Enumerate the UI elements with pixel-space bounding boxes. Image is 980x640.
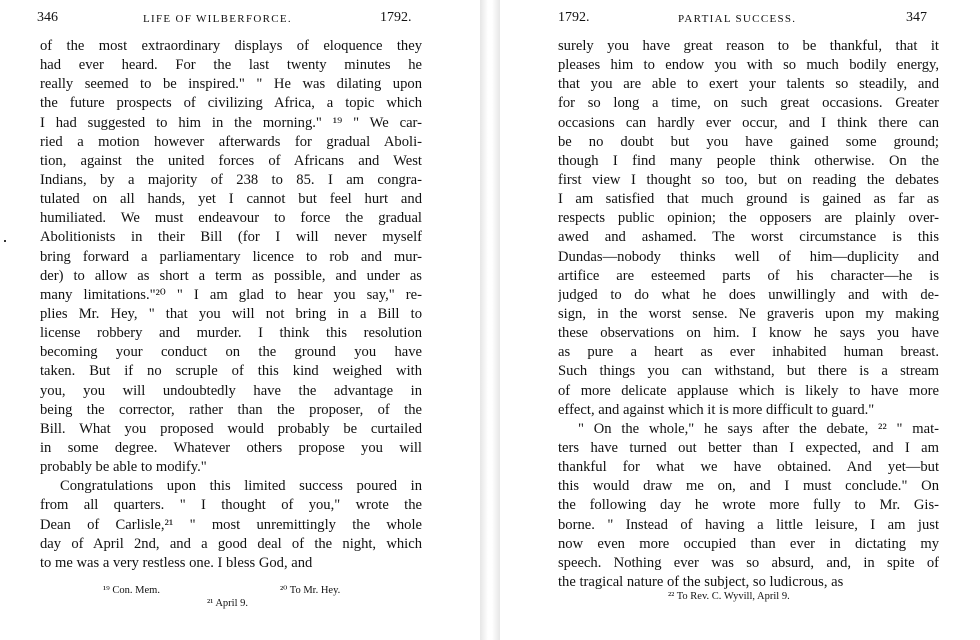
text-line: respects public opinion; the opposers are plainly over- (558, 210, 939, 227)
right-page (500, 0, 980, 640)
text-line: you, you will undoubtedly have the advantage in (40, 382, 422, 399)
text-line: of the most extraordinary displays of eloquence they (40, 38, 422, 54)
footnote-19: ¹⁹ Con. Mem. (103, 585, 160, 596)
text-line: " On the whole," he says after the debate, ²² " mat- (578, 420, 939, 437)
left-page-header (0, 8, 480, 28)
text-line: now even more occupied than ever in dictating my (558, 535, 939, 552)
text-line: tulated on all hands, yet I cannot but feel hurt and (40, 191, 422, 208)
text-line: effect, and against which it is more difficult to guard." (558, 401, 875, 418)
text-line: Dundas—nobody thinks well of him—duplicity and (558, 248, 939, 265)
page-number-right: 347 (906, 10, 927, 25)
text-line: many limitations."²⁰ " I am glad to hear you say," re- (40, 286, 422, 303)
text-line: speech. Nothing ever was so absurd, and, in spite of (558, 554, 939, 571)
text-line: judged to do what he does unwillingly and with de- (558, 286, 939, 303)
text-line: Abolitionists in their Bill (for I will never myself (40, 229, 422, 246)
running-title-right: PARTIAL SUCCESS. (678, 13, 797, 25)
text-line: borne. " Instead of having a little leisure, I am just (558, 516, 939, 533)
text-line: occasions can hardly ever occur, and I think there can (558, 114, 939, 131)
text-line: pleases him to endow you with so much bodily energy, (558, 57, 939, 74)
page-number-left: 346 (37, 10, 58, 25)
right-footnotes (500, 590, 980, 610)
text-line: from all quarters. " I thought of you," wrote the (40, 497, 422, 514)
footnote-20: ²⁰ To Mr. Hey. (280, 585, 341, 596)
text-line: Congratulations upon this limited success poured in (60, 478, 422, 495)
text-line: thankful for what we have obtained. And yet—but (558, 459, 939, 476)
footnote-21: ²¹ April 9. (207, 598, 249, 609)
text-line: Bill. What you proposed would probably be curtailed (40, 420, 422, 437)
year-right: 1792. (558, 10, 590, 25)
text-line: the future prospects of civilizing Africa, a topic which (40, 95, 422, 112)
text-line: this would draw me on, and I must conclude." On (558, 478, 939, 495)
text-line: day of April 2nd, and a good deal of the night, which (40, 535, 422, 552)
left-body-text (40, 37, 422, 573)
footnote-22: ²² To Rev. C. Wyvill, April 9. (668, 591, 790, 602)
text-line: Dean of Carlisle,²¹ " most unremittingly the whole (40, 516, 422, 533)
text-line: probably be able to modify." (40, 459, 207, 476)
text-line: tion, against the united forces of Africans and West (40, 152, 422, 169)
text-line: plies Mr. Hey, " that you will not bring in a Bill to (40, 305, 422, 322)
right-body-text (558, 37, 939, 592)
text-line: being the corrector, rather than the proposer, of the (40, 401, 422, 418)
text-line: awed and ashamed. The worst circumstance is this (558, 229, 939, 246)
text-line: ried a motion however afterwards for gradual Aboli- (40, 133, 422, 150)
text-line: I am satisfied that much ground is gained as far as (558, 191, 939, 208)
text-line: license robbery and murder. I think this resolution (40, 325, 422, 342)
text-line: bring forward a parliamentary licence to rob and mur- (40, 248, 422, 265)
book-gutter (480, 0, 500, 640)
text-line: humiliated. We must endeavour to force the gradual (40, 210, 422, 227)
text-line: for so long a time, on such great occasions. Greater (558, 95, 939, 112)
text-line: be no doubt but you have gained some ground; (558, 133, 939, 150)
text-line: artifice are esteemed parts of his character—he is (558, 267, 939, 284)
text-line: though I find many people think otherwise. On the (558, 152, 939, 169)
text-line: taken. But if no scruple of this kind weighed with (40, 363, 422, 380)
text-line: these observations on him. I know he says you have (558, 325, 939, 342)
text-line: Such things you can withstand, but there is a stream (558, 363, 939, 380)
text-line: Indians, by a majority of 238 to 85. I am congra- (40, 171, 422, 188)
text-line: I had suggested to him in the morning." ¹⁹ " We car- (40, 114, 422, 131)
scan-speck (4, 240, 6, 242)
text-line: surely you have great reason to be thankful, that it (558, 38, 939, 54)
text-line: sign, in the worst sense. Ne graveris upon my making (558, 305, 939, 322)
text-line: der) to allow as short a term as possible, and under as (40, 267, 422, 284)
text-line: in some degree. Whatever others propose you will (40, 439, 422, 456)
text-line: as pure a heart as ever inhabited human breast. (558, 344, 939, 361)
text-line: ters have turned out better than I expected, and I am (558, 439, 939, 456)
text-line: that you are able to exert your talents so steadily, and (558, 76, 939, 93)
text-line: really seemed to be inspired." " He was dilating upon (40, 76, 422, 93)
running-title-left: LIFE OF WILBERFORCE. (143, 13, 292, 25)
year-left: 1792. (380, 10, 412, 25)
right-page-header (500, 8, 980, 28)
text-line: of more delicate applause which is likely to have more (558, 382, 939, 399)
text-line: first view I thought so too, but on reading the debates (558, 171, 939, 188)
text-line: the tragical nature of the subject, so ludicrous, as (558, 573, 844, 590)
left-page (0, 0, 480, 640)
text-line: the following day he wrote more fully to Mr. Gis- (558, 497, 939, 514)
text-line: had ever heard. For the last twenty minutes he (40, 57, 422, 74)
text-line: to me was a very restless one. I bless God, and (40, 554, 313, 571)
left-footnotes (0, 584, 480, 624)
text-line: becoming your conduct on the ground you have (40, 344, 422, 361)
